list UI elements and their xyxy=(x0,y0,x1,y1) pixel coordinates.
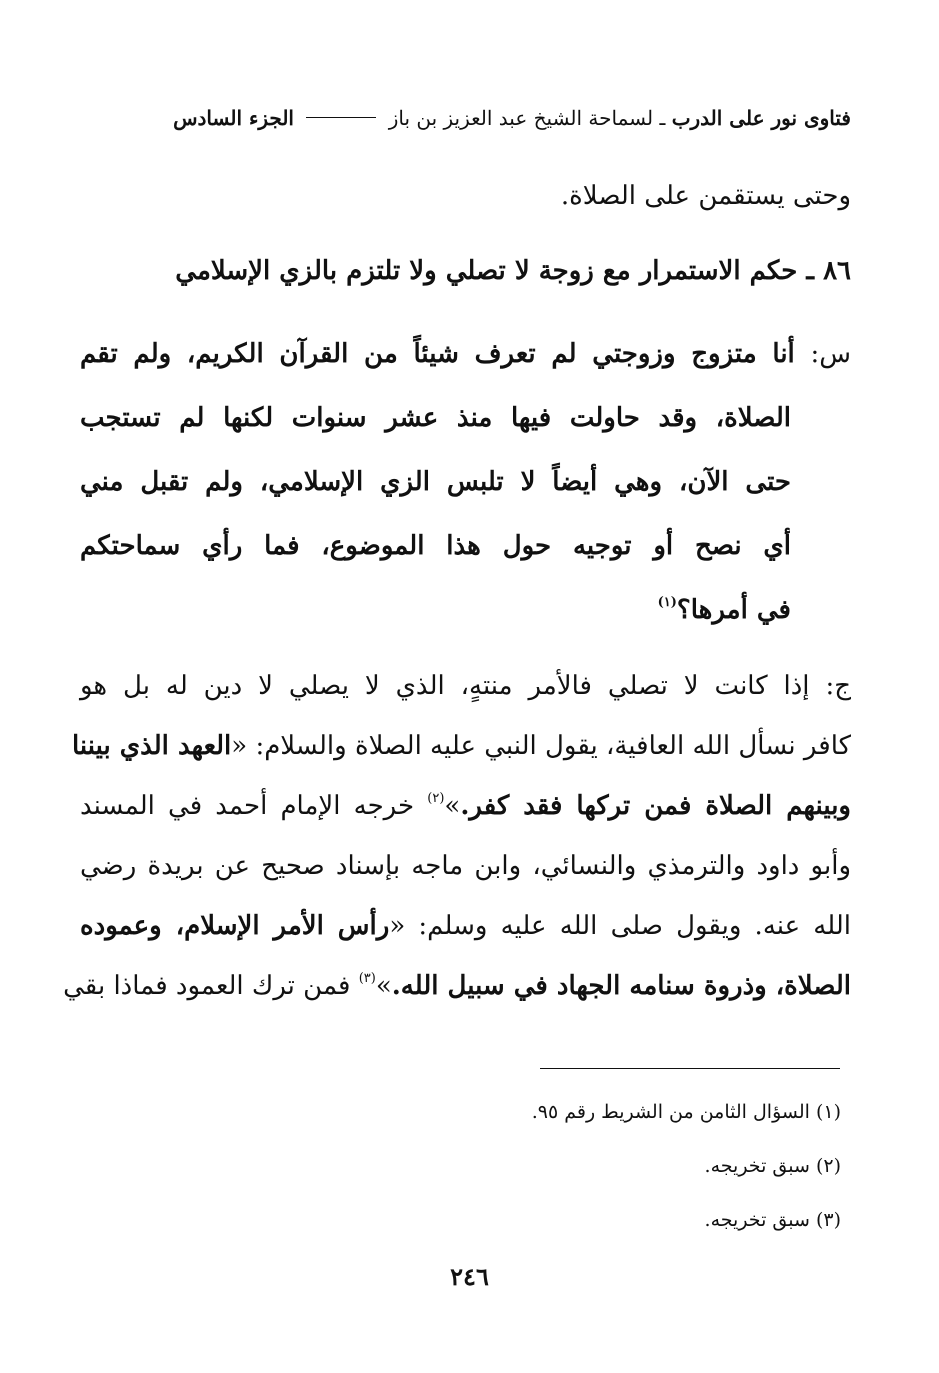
header-separator: ـ xyxy=(659,106,666,130)
header-part: الجزء السادس xyxy=(173,106,294,130)
question-line: حتى الآن، وهي أيضاً لا تلبس الزي الإسلامي، ولم تقبل مني xyxy=(80,467,791,497)
answer-text: فمن ترك العمود فماذا بقي xyxy=(63,971,351,1001)
header-author: لسماحة الشيخ عبد العزيز بن باز xyxy=(388,106,654,130)
fatwa-title: ٨٦ ـ حكم الاستمرار مع زوجة لا تصلي ولا تلتزم بالزي الإسلامي xyxy=(175,256,851,286)
question-line xyxy=(80,322,851,386)
question-line: الصلاة، وقد حاولت فيها منذ عشر سنوات لكنها لم تستجب xyxy=(80,403,791,433)
answer-text: كافر نسأل الله العافية، يقول النبي عليه الصلاة والسلام: « xyxy=(231,731,851,761)
footnote: (٢) سبق تخريجه. xyxy=(704,1155,841,1177)
answer-block xyxy=(63,656,851,1016)
footnote-rule xyxy=(540,1068,840,1069)
footnote-ref: (١) xyxy=(657,595,677,610)
footnote: (١) السؤال الثامن من الشريط رقم ٩٥. xyxy=(531,1101,841,1123)
answer-line xyxy=(63,956,851,1016)
question-text: في أمرها؟ xyxy=(676,595,791,625)
answer-line xyxy=(80,776,851,836)
hadith-text: العهد الذي بيننا xyxy=(72,731,232,761)
hadith-text: الصلاة، وذروة سنامه الجهاد في سبيل الله. xyxy=(391,971,851,1001)
running-header xyxy=(88,98,851,138)
question-label: س: xyxy=(810,339,852,369)
answer-text: الله عنه. ويقول صلى الله عليه وسلم: « xyxy=(389,911,851,941)
question-block xyxy=(80,322,851,642)
footnote: (٣) سبق تخريجه. xyxy=(704,1209,841,1231)
answer-label: ج: xyxy=(825,671,851,701)
book-title: فتاوى نور على الدرب xyxy=(671,106,851,130)
continuation-text: وحتى يستقمن على الصلاة. xyxy=(560,181,851,211)
question-line: أي نصح أو توجيه حول هذا الموضوع، فما رأي سماحتكم xyxy=(80,531,791,561)
footnote-ref: (٣) xyxy=(358,971,376,986)
answer-line xyxy=(80,656,851,716)
footnote-ref: (٢) xyxy=(427,791,445,806)
hadith-text: وبينهم الصلاة فمن تركها فقد كفر. xyxy=(460,791,851,821)
question-line xyxy=(80,578,851,642)
answer-line xyxy=(72,716,851,776)
quote-close: » xyxy=(375,971,392,1001)
answer-line xyxy=(80,896,851,956)
answer-text: إذا كانت لا تصلي فالأمر منتهٍ، الذي لا يصلي لا دين له بل هو xyxy=(80,671,810,701)
answer-text: خرجه الإمام أحمد في المسند xyxy=(80,791,415,821)
question-text: أنا متزوج وزوجتي لم تعرف شيئاً من القرآن الكريم، ولم تقم xyxy=(80,339,795,369)
hadith-text: رأس الأمر الإسلام، وعموده xyxy=(80,911,390,941)
header-rule xyxy=(306,117,376,118)
quote-close: » xyxy=(444,791,461,821)
page-number: ٢٤٦ xyxy=(450,1262,489,1291)
footnotes xyxy=(300,1090,841,1252)
answer-line: وأبو داود والترمذي والنسائي، وابن ماجه بإسناد صحيح عن بريدة رضي xyxy=(80,851,851,881)
